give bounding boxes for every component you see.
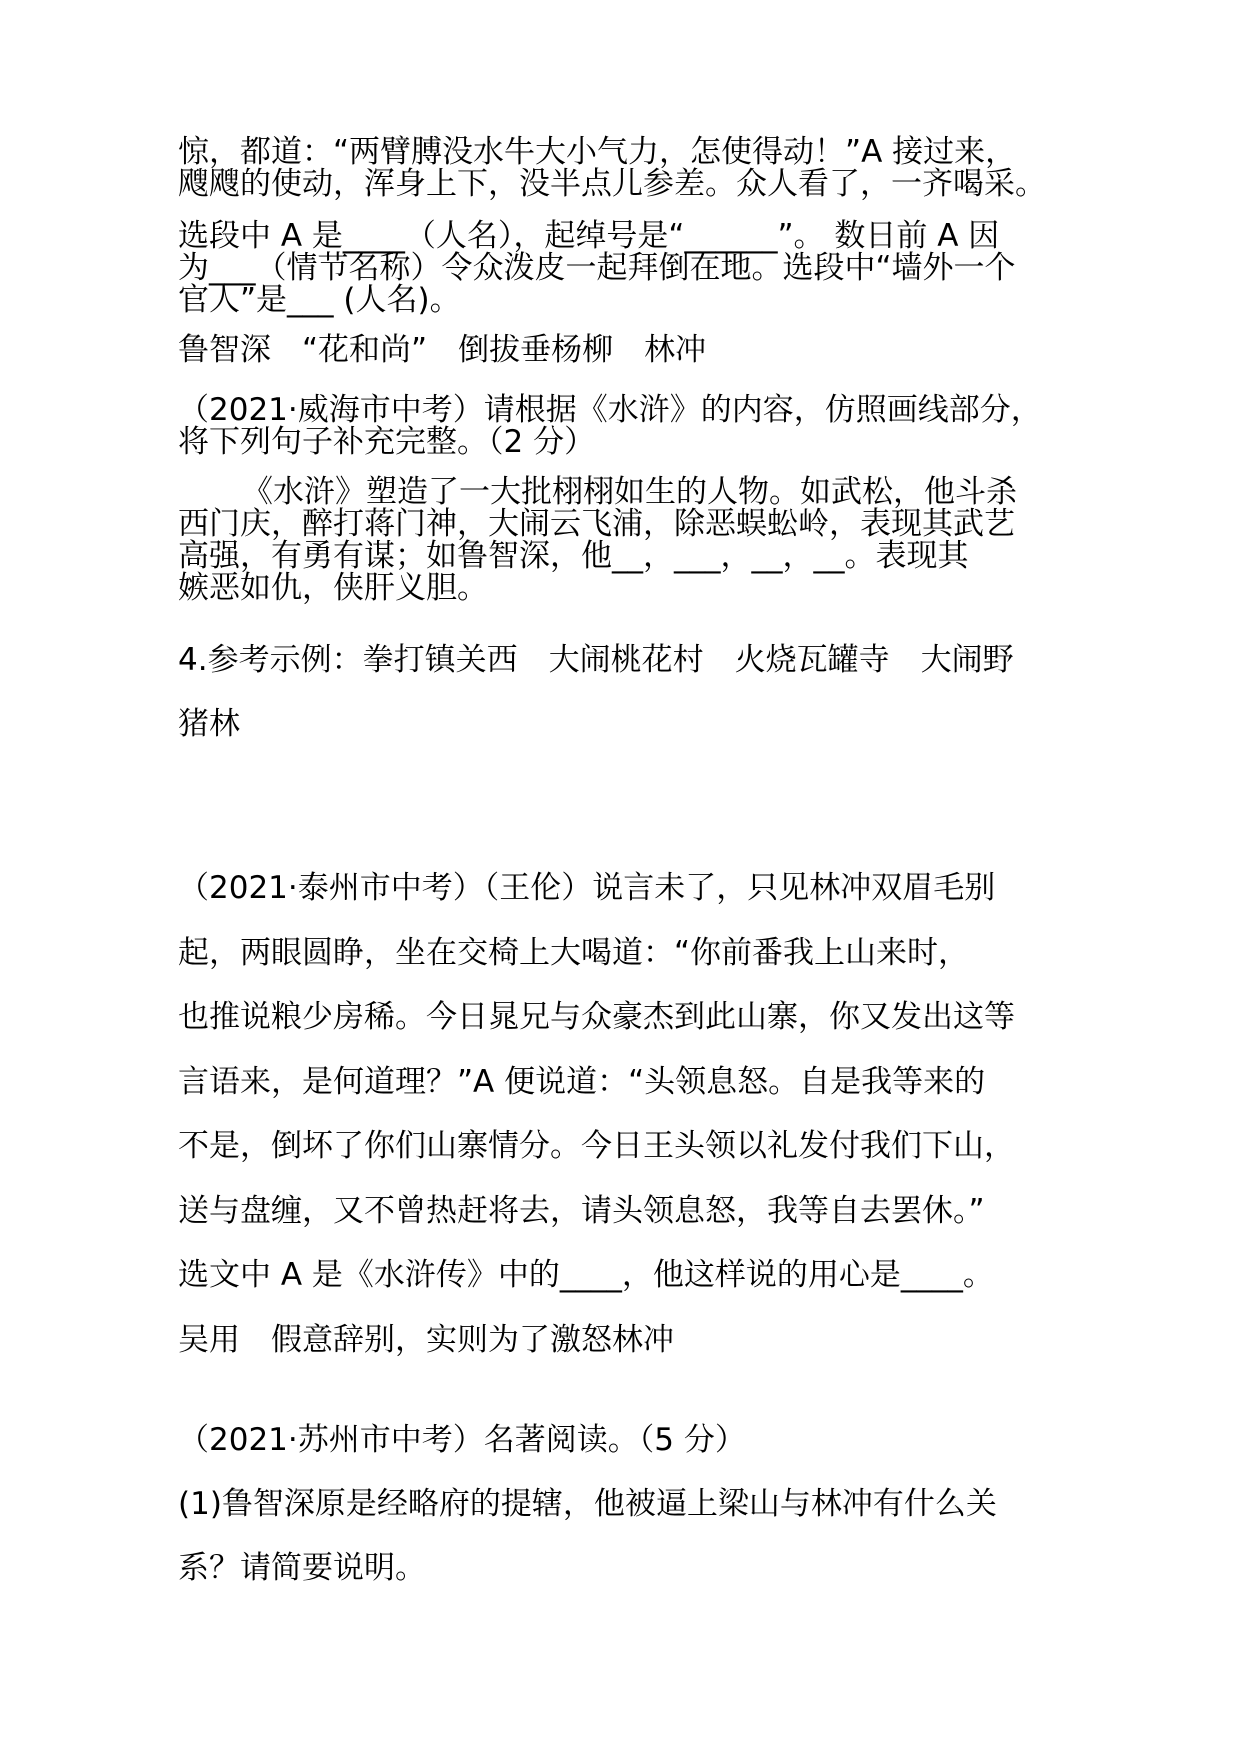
text-line: 为___（情节名称）令众泼皮一起拜倒在地。选段中“墙外一个 xyxy=(178,250,1016,286)
text-line: 吴用 假意辞别，实则为了激怒林冲 xyxy=(178,1321,674,1358)
text-line: （2021·泰州市中考）（王伦）说言未了，只见林冲双眉毛别 xyxy=(178,870,996,906)
text-line: 4.参考示例：拳打镇关西 大闹桃花村 火烧瓦罐寺 大闹野 xyxy=(178,642,1014,678)
question-body xyxy=(178,476,1078,604)
fill-in-question xyxy=(178,220,1078,316)
answer-line: 鲁智深 “花和尚” 倒拔垂杨柳 林冲 xyxy=(178,332,707,368)
reference-answer xyxy=(178,628,1078,756)
passage-excerpt xyxy=(178,136,1078,200)
text-line: 嫉恶如仇，侠肝义胆。 xyxy=(178,570,488,606)
text-line: 选文中 A 是《水浒传》中的____，他这样说的用心是____。 xyxy=(178,1257,994,1293)
text-line: （2021·苏州市中考）名著阅读。（5 分） xyxy=(178,1422,746,1458)
text-line: 《水浒》塑造了一大批栩栩如生的人物。如武松，他斗杀 xyxy=(242,474,1017,510)
text-line: 也推说粮少房稀。今日晁兄与众豪杰到此山寨，你又发出这等 xyxy=(178,999,1015,1035)
text-line: （2021·威海市中考）请根据《水浒》的内容，仿照画线部分， xyxy=(178,392,1042,428)
text-line: 飕飕的使动，浑身上下，没半点儿参差。众人看了，一齐喝采。 xyxy=(178,166,1046,202)
text-line: 西门庆，醉打蒋门神，大闹云飞浦，除恶蜈蚣岭，表现其武艺 xyxy=(178,506,1015,542)
text-line: 官人”是___ (人名)。 xyxy=(178,282,461,318)
text-line: (1)鲁智深原是经略府的提辖，他被逼上梁山与林冲有什么关 xyxy=(178,1486,997,1522)
text-line: 猪林 xyxy=(178,706,240,742)
text-line: 起，两眼圆睁，坐在交椅上大喝道：“你前番我上山来时， xyxy=(178,934,970,971)
text-line: 系？请简要说明。 xyxy=(178,1550,426,1586)
text-line: 送与盘缠，又不曾热赶将去，请头领息怒，我等自去罢休。” xyxy=(178,1192,985,1229)
text-line: 惊，都道：“两臂膊没水牛大小气力，怎使得动！”A 接过来， xyxy=(178,134,1017,170)
reading-passage xyxy=(178,856,1078,1372)
question-section xyxy=(178,1408,1078,1600)
question-prompt xyxy=(178,394,1078,458)
text-line: 不是，倒坏了你们山寨情分。今日王头领以礼发付我们下山， xyxy=(178,1128,1015,1164)
text-line: 选段中 A 是____（人名），起绰号是“______”。 数日前 A 因 xyxy=(178,218,1000,254)
text-line: 言语来，是何道理？”A 便说道：“头领息怒。自是我等来的 xyxy=(178,1063,986,1100)
text-line: 高强，有勇有谋；如鲁智深，他__，___，__，__。表现其 xyxy=(178,538,969,574)
text-line: 将下列句子补充完整。（2 分） xyxy=(178,424,596,460)
